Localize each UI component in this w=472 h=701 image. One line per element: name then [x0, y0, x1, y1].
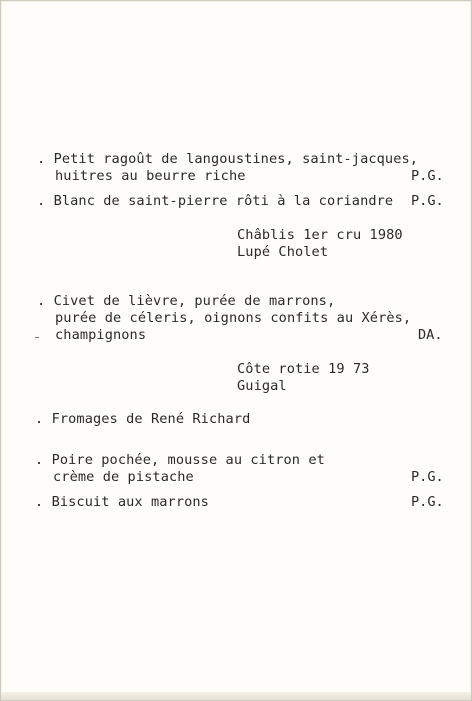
course-5-chef: P.G. [411, 469, 444, 485]
course-2-line-1: . Blanc de saint-pierre rôti à la coriandre [37, 193, 394, 209]
wine-2-name: Côte rotie 19 73 [237, 361, 370, 377]
course-1-line-1: . Petit ragoût de langoustines, saint-jacques, [37, 151, 419, 167]
stray-mark [35, 337, 39, 338]
course-6-line-1: . Biscuit aux marrons [35, 494, 209, 510]
wine-1-producer: Lupé Cholet [237, 244, 329, 260]
course-2-chef: P.G. [411, 193, 444, 209]
wine-1-name: Châblis 1er cru 1980 [237, 227, 403, 243]
course-1-line-2: huitres au beurre riche [55, 168, 246, 184]
course-5-line-1: . Poire pochée, mousse au citron et [35, 452, 325, 468]
wine-2-producer: Guigal [237, 378, 287, 394]
course-3-line-2: purée de céleris, oignons confits au Xérès, [55, 310, 412, 326]
course-4-line-1: . Fromages de René Richard [35, 411, 251, 427]
course-3-chef: DA. [418, 327, 443, 343]
course-6-chef: P.G. [411, 494, 444, 510]
course-5-line-2: crème de pistache [53, 469, 194, 485]
course-3-line-3: champignons [55, 327, 147, 343]
course-1-chef: P.G. [411, 168, 444, 184]
course-3-line-1: . Civet de lièvre, purée de marrons, [37, 293, 336, 309]
